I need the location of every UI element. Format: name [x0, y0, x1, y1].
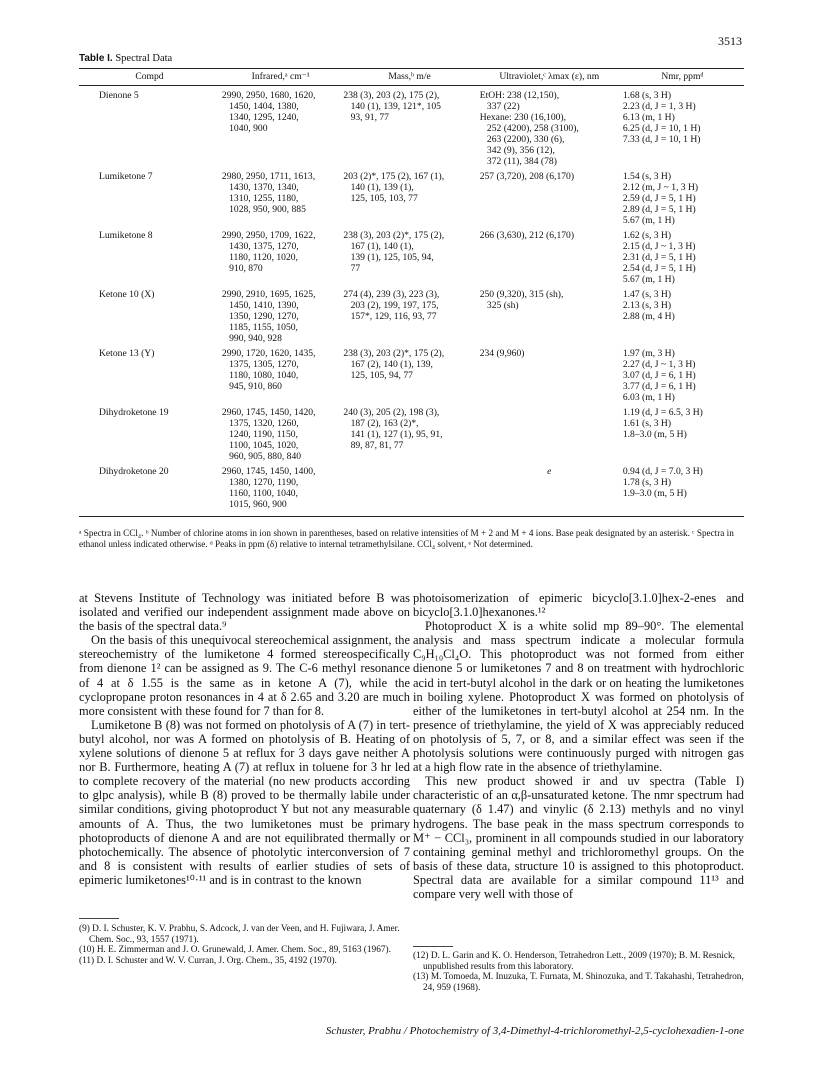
cell-nmr: 1.62 (s, 3 H) 2.15 (d, J ~ 1, 3 H) 2.31 (d, J = 5, 1 H) 2.54 (d, J = 5, 1 H) 5.67 (m, 1 H)	[622, 230, 696, 285]
cell-nmr: 1.54 (s, 3 H) 2.12 (m, J ~ 1, 3 H) 2.59 (d, J = 5, 1 H) 2.89 (d, J = 5, 1 H) 5.67 (m, 1 H)	[622, 171, 699, 226]
spectral-data-table	[79, 68, 744, 517]
cell-compd: Dihydroketone 19	[99, 407, 169, 418]
cell-uv: 266 (3,630), 212 (6,170)	[479, 230, 575, 241]
cell-mass: 238 (3), 203 (2), 175 (2), 140 (1), 139, 121*, 105 93, 91, 77	[343, 90, 441, 123]
cell-mass: 238 (3), 203 (2)*, 175 (2), 167 (2), 140 (1), 139, 125, 105, 94, 77	[343, 348, 445, 381]
table-row	[79, 403, 744, 462]
body-column-left	[79, 591, 410, 887]
reference-item: (12) D. L. Garin and K. O. Henderson, Tetrahedron Lett., 2009 (1970); B. M. Resnick, unpublished results from this laboratory.	[413, 951, 735, 972]
header-nmr: Nmr, ppmᵈ	[621, 69, 744, 86]
cell-ir: 2990, 2910, 1695, 1625, 1450, 1410, 1390, 1350, 1290, 1270, 1185, 1155, 1050, 990, 940, 928	[221, 289, 316, 344]
cell-compd: Lumiketone 7	[99, 171, 153, 182]
reference-item: (13) M. Tomoeda, M. Inuzuka, T. Furnata, M. Shinozuka, and T. Takahashi, Tetrahedron, 24, 959 (1968).	[413, 972, 744, 993]
table-label: Table I.	[79, 53, 113, 64]
cell-ir: 2960, 1745, 1450, 1420, 1375, 1320, 1260, 1240, 1190, 1150, 1100, 1045, 1020, 960, 905, 880, 840	[221, 407, 316, 462]
references-right	[413, 951, 744, 993]
cell-mass: 240 (3), 205 (2), 198 (3), 187 (2), 163 (2)*, 141 (1), 127 (1), 95, 91, 89, 87, 81, 77	[343, 407, 443, 451]
paragraph: Photoproduct X is a white solid mp 89–90°. The elemental analysis and mass spectrum indicate a molecular formula C₉H₁₀Cl₄O. This photoproduct was not formed from either dienone 5 or lumiketones 7 and 8 on treatment with hydrochloric acid in tert-butyl alcohol in the dark or on heating the lumiketones in boiling xylene. Photoproduct X was formed on photolysis of either of the lumiketones in tert-butyl alcohol at 254 nm. In the presence of triethylamine, the yield of X was appreciably reduced on photolysis of 5, 7, or 8, and a similar effect was seen if the photolysis solutions were continuously purged with nitrogen gas at a high flow rate in the absence of triethylamine.	[413, 619, 744, 775]
reference-item: (9) D. I. Schuster, K. V. Prabhu, S. Adcock, J. van der Veen, and H. Fujiwara, J. Amer. Chem. Soc., 93, 1557 (1971).	[79, 924, 400, 945]
cell-compd: Dihydroketone 20	[79, 462, 220, 517]
cell-mass	[341, 462, 477, 517]
paragraph: On the basis of this unequivocal stereochemical assignment, the stereochemistry of the lumiketone 4 formed stereospecifically from dienone 1² can be assigned as 9. The C-6 methyl resonance of 4 at δ 1.55 is the same as in ketone A (7), while the cyclopropane proton resonances in 4 at δ 2.65 and 3.20 are much more consistent with these found for 7 than for 8.	[79, 633, 410, 718]
header-infrared: Infrared,ᵃ cm⁻¹	[220, 69, 341, 86]
table-row	[79, 226, 744, 285]
table-caption	[79, 53, 172, 64]
cell-compd: Lumiketone 8	[99, 230, 153, 241]
reference-item: (10) H. E. Zimmerman and J. O. Grunewald, J. Amer. Chem. Soc., 89, 5163 (1967).	[79, 945, 391, 956]
reference-item: (11) D. I. Schuster and W. V. Curran, J. Org. Chem., 35, 4192 (1970).	[79, 955, 337, 966]
table-footnotes: ᵃ Spectra in CCl₄. ᵇ Number of chlorine atoms in ion shown in parentheses, based on relative intensities of M + 2 and M + 4 ions. Base peak designated by an asterisk. ᶜ Spectra in ethanol unless indicated otherwise. ᵈ Peaks in ppm (δ) relative to internal tetramethylsilane. CCl₄ solvent, ᵉ Not determined.	[79, 528, 734, 549]
running-footer: Schuster, Prabhu / Photochemistry of 3,4-Dimethyl-4-trichloromethyl-2,5-cyclohexadien-1-one	[325, 1025, 744, 1037]
cell-uv	[478, 403, 621, 462]
cell-nmr: 1.97 (m, 3 H) 2.27 (d, J ~ 1, 3 H) 3.07 (d, J = 6, 1 H) 3.77 (d, J = 6, 1 H) 6.03 (m, 1 H)	[622, 348, 696, 403]
cell-ir: 2990, 2950, 1709, 1622, 1430, 1375, 1270, 1180, 1120, 1020, 910, 870	[221, 230, 316, 274]
cell-uv: e	[478, 462, 621, 517]
cell-mass: 203 (2)*, 175 (2), 167 (1), 140 (1), 139 (1), 125, 105, 103, 77	[343, 171, 445, 204]
cell-compd: Ketone 10 (X)	[99, 289, 155, 300]
paragraph: at Stevens Institute of Technology was initiated before B was isolated and verified our independent assignment made above on the basis of the spectral data.⁹	[79, 591, 410, 634]
cell-mass: 274 (4), 239 (3), 223 (3), 203 (2), 199, 197, 175, 157*, 129, 116, 93, 77	[343, 289, 440, 322]
cell-compd: Dienone 5	[99, 90, 139, 101]
table-row	[79, 462, 744, 517]
table-row	[79, 86, 744, 168]
cell-uv: EtOH: 238 (12,150), 337 (22) Hexane: 230 (16,100), 252 (4200), 258 (3100), 263 (2200), 330 (6), 342 (9), 356 (12), 372 (11), 384 (78)	[479, 90, 579, 167]
cell-uv: 257 (3,720), 208 (6,170)	[479, 171, 575, 182]
reference-divider	[413, 946, 453, 947]
paragraph: photoisomerization of epimeric bicyclo[3.1.0]hex-2-enes and bicyclo[3.1.0]hexanones.¹²	[413, 591, 744, 620]
table-title: Spectral Data	[115, 53, 173, 64]
page-number: 3513	[718, 34, 742, 48]
header-compd: Compd	[79, 69, 220, 86]
cell-mass: 238 (3), 203 (2)*, 175 (2), 167 (1), 140 (1), 139 (1), 125, 105, 94, 77	[343, 230, 445, 274]
cell-nmr: 1.19 (d, J = 6.5, 3 H) 1.61 (s, 3 H) 1.8–3.0 (m, 5 H)	[622, 407, 703, 440]
body-column-right	[413, 591, 744, 901]
paragraph: This new product showed ir and uv spectra (Table I) characteristic of an α,β-unsaturated ketone. The nmr spectrum had quaternary (δ 1.47) and vinylic (δ 2.13) methyls and no vinyl hydrogens. The base peak in the mass spectrum corresponds to M⁺ − CCl₃, prominent in all compounds studied in our laboratory containing geminal methyl and trichloromethyl groups. On the basis of these data, structure 10 is assigned to this photoproduct. Spectral data are available for a similar compound 11¹³ and compare very well with those of	[413, 774, 744, 901]
cell-ir: 2990, 2950, 1680, 1620, 1450, 1404, 1380, 1340, 1295, 1240, 1040, 900	[221, 90, 316, 134]
cell-ir: 2980, 2950, 1711, 1613, 1430, 1370, 1340, 1310, 1255, 1180, 1028, 950, 900, 885	[221, 171, 316, 215]
header-mass: Mass,ᵇ m/e	[341, 69, 477, 86]
cell-nmr: 1.47 (s, 3 H) 2.13 (s, 3 H) 2.88 (m, 4 H)	[622, 289, 675, 322]
cell-nmr: 0.94 (d, J = 7.0, 3 H) 1.78 (s, 3 H) 1.9–3.0 (m, 5 H)	[621, 462, 744, 517]
reference-divider	[79, 918, 119, 919]
table-header-row	[79, 69, 744, 86]
references-left	[79, 924, 410, 966]
paragraph: Lumiketone B (8) was not formed on photolysis of A (7) in tert-butyl alcohol, nor was A formed on photolysis of B. Heating of xylene solutions of dienone 5 at reflux for 3 days gave neither A nor B. Furthermore, heating A (7) at reflux in toluene for 3 hr led to complete recovery of the material (no new products according to glpc analysis), while B (8) proved to be thermally labile under similar conditions, giving photoproduct Y but not any measurable amounts of A. Thus, the two lumiketones must be primary photoproducts of dienone A and are not equilibrated thermally or photochemically. The absence of photolytic interconversion of 7 and 8 is consistent with results of earlier studies of sets of epimeric lumiketones¹⁰·¹¹ and is in contrast to the known	[79, 717, 410, 887]
cell-uv: 234 (9,960)	[479, 348, 525, 359]
cell-compd: Ketone 13 (Y)	[99, 348, 155, 359]
cell-nmr: 1.68 (s, 3 H) 2.23 (d, J = 1, 3 H) 6.13 (m, 1 H) 6.25 (d, J = 10, 1 H) 7.33 (d, J = 10, 1 H)	[622, 90, 701, 145]
cell-ir: 2990, 1720, 1620, 1435, 1375, 1305, 1270, 1180, 1080, 1040, 945, 910, 860	[221, 348, 316, 392]
cell-uv: 250 (9,320), 315 (sh), 325 (sh)	[479, 289, 564, 311]
header-ultraviolet: Ultraviolet,ᶜ λmax (ε), nm	[478, 69, 621, 86]
table-row	[79, 344, 744, 403]
table-row	[79, 167, 744, 226]
cell-ir: 2960, 1745, 1450, 1400, 1380, 1270, 1190, 1160, 1100, 1040, 1015, 960, 900	[220, 462, 341, 517]
table-row	[79, 285, 744, 344]
